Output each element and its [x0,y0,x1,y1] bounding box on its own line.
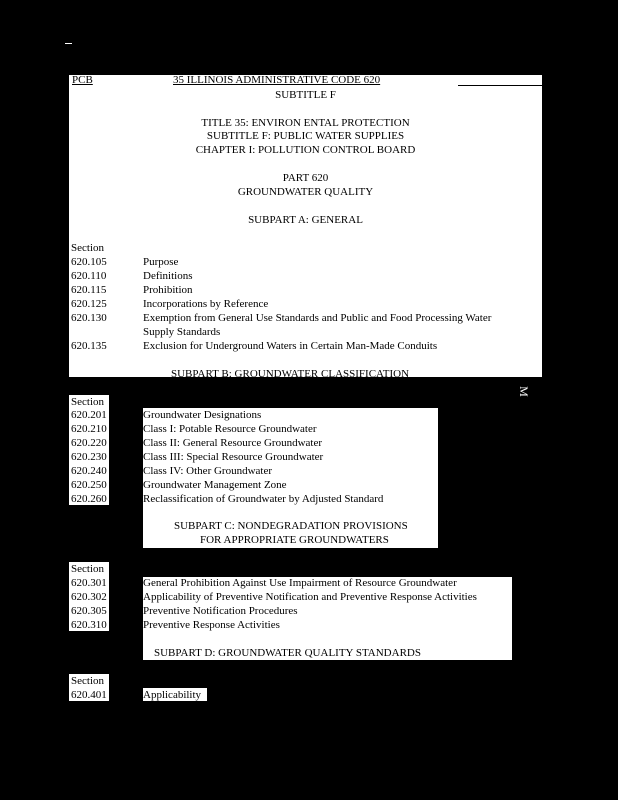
section-title: Exclusion for Underground Waters in Certain Man-Made Conduits [143,340,438,352]
section-number: 620.220 [71,437,107,449]
section-title: Class IV: Other Groundwater [143,465,273,477]
section-heading: Section [71,242,104,254]
section-title-continued: Supply Standards [143,326,221,338]
section-number: 620.210 [71,423,107,435]
section-heading: Section [71,396,104,408]
section-title: Groundwater Designations [143,409,262,421]
section-title: Applicability of Preventive Notification and Preventive Response Activities [143,591,477,603]
subpart-c-title: SUBPART C: NONDEGRADATION PROVISIONS [174,520,408,532]
section-number: 620.302 [71,591,107,603]
section-title: Preventive Notification Procedures [143,605,298,617]
scan-mark [65,43,72,44]
section-heading: Section [71,563,104,575]
section-number: 620.110 [71,270,107,282]
section-title: Preventive Response Activities [143,619,280,631]
section-title: Class III: Special Resource Groundwater [143,451,324,463]
section-number: 620.305 [71,605,107,617]
section-number: 620.260 [71,493,107,505]
section-title: Purpose [143,256,179,268]
section-number: 620.301 [71,577,107,589]
section-title: Exemption from General Use Standards and Public and Food Processing Water [143,312,492,324]
subtitle-line: SUBTITLE F: PUBLIC WATER SUPPLIES [206,130,405,142]
section-number: 620.135 [71,340,107,352]
part-name: GROUNDWATER QUALITY [237,186,374,198]
section-number: 620.401 [71,689,107,701]
section-number: 620.310 [71,619,107,631]
section-heading: Section [71,675,104,687]
header-subtitle: SUBTITLE F [275,89,336,101]
header-code: 35 ILLINOIS ADMINISTRATIVE CODE 620 [173,74,381,86]
section-number: 620.125 [71,298,107,310]
section-number: 620.240 [71,465,107,477]
section-title: Reclassification of Groundwater by Adjusted Standard [143,493,384,505]
section-title: Applicability [143,689,202,701]
header-agency: PCB [72,74,93,86]
section-title: Incorporations by Reference [143,298,269,310]
section-title: Class I: Potable Resource Groundwater [143,423,317,435]
section-title: Class II: General Resource Groundwater [143,437,322,449]
header-rule [458,85,542,86]
section-number: 620.130 [71,312,107,324]
section-number: 620.230 [71,451,107,463]
section-number: 620.105 [71,256,107,268]
section-title: Prohibition [143,284,193,296]
section-number: 620.201 [71,409,107,421]
subpart-c-title-continued: FOR APPROPRIATE GROUNDWATERS [200,534,389,546]
section-title: General Prohibition Against Use Impairment of Resource Groundwater [143,577,457,589]
subpart-d-title: SUBPART D: GROUNDWATER QUALITY STANDARDS [154,647,421,659]
section-number: 620.115 [71,284,107,296]
section-title: Groundwater Management Zone [143,479,287,491]
section-number: 620.250 [71,479,107,491]
section-title: Definitions [143,270,193,282]
title-line: TITLE 35: ENVIRON ENTAL PROTECTION [201,117,410,129]
subpart-a-title: SUBPART A: GENERAL [248,214,363,226]
chapter-line: CHAPTER I: POLLUTION CONTROL BOARD [195,144,416,156]
subpart-b-title: SUBPART B: GROUNDWATER CLASSIFICATION [171,368,410,380]
part-number: PART 620 [282,172,329,184]
margin-mark: M [516,386,531,397]
